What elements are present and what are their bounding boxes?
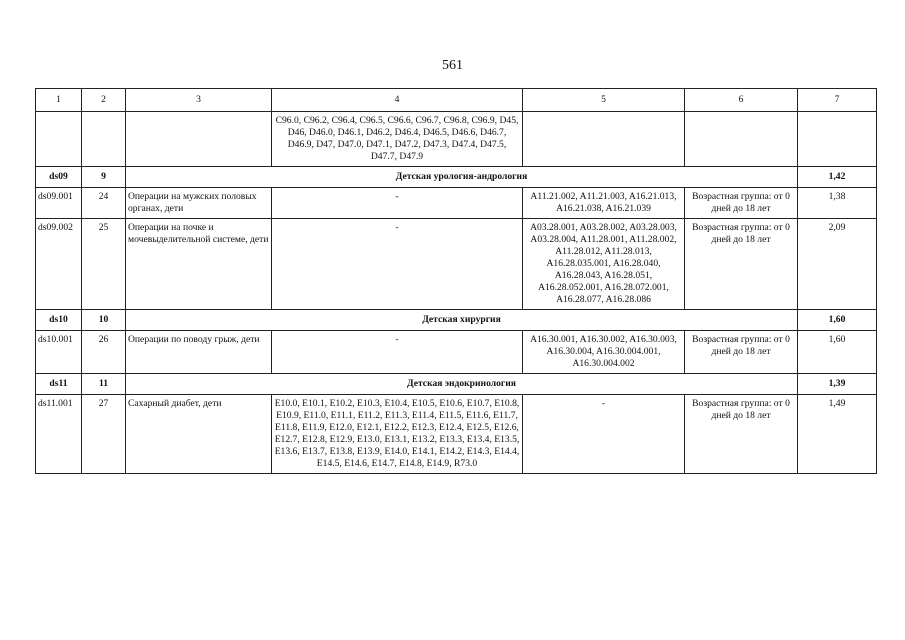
section-title: Детская урология-андрология bbox=[126, 167, 798, 188]
diagnosis-codes: E10.0, E10.1, E10.2, E10.3, E10.4, E10.5, E10.6, E10.7, E10.8, E10.9, E11.0, E11.1, E11.2, E11.3, E11.4, E11.5, E11.6, E11.7, E11.8, E11.9, E12.0, E12.1, E12.2, E12.3, E12.4, E12.5, E12.6, E12.7, E12.8, E12.9, E13.0, E13.1, E13.2, E13.3, E13.4, E13.5, E13.6, E13.7, E13.8, E13.9, E14.0, E14.1, E14.2, E14.3, E14.4, E14.5, E14.6, E14.7, E14.8, E14.9, R73.0 bbox=[272, 395, 523, 474]
table-row bbox=[36, 395, 877, 474]
col-header: 4 bbox=[272, 89, 523, 112]
col-header: 1 bbox=[36, 89, 82, 112]
blank-cell bbox=[798, 112, 877, 167]
section-title: Детская хирургия bbox=[126, 310, 798, 331]
section-number: 10 bbox=[82, 310, 126, 331]
col-header: 6 bbox=[685, 89, 798, 112]
blank-cell bbox=[82, 112, 126, 167]
service-codes: - bbox=[523, 395, 685, 474]
section-row bbox=[36, 167, 877, 188]
section-row bbox=[36, 374, 877, 395]
page-number: 561 bbox=[442, 58, 463, 73]
other-criteria: Возрастная группа: от 0 дней до 18 лет bbox=[685, 219, 798, 310]
row-name: Операции по поводу грыж, дети bbox=[126, 331, 272, 374]
diagnosis-codes: C96.0, C96.2, C96.4, C96.5, C96.6, C96.7, C96.8, C96.9, D45, D46, D46.0, D46.1, D46.2, D46.4, D46.5, D46.6, D46.7, D46.9, D47, D47.0, D47.1, D47.2, D47.3, D47.4, D47.5, D47.7, D47.9 bbox=[272, 112, 523, 167]
row-coefficient: 1,60 bbox=[798, 331, 877, 374]
section-code: ds11 bbox=[36, 374, 82, 395]
blank-cell bbox=[36, 112, 82, 167]
row-name: Операции на мужских половых органах, дети bbox=[126, 188, 272, 219]
header-row bbox=[36, 89, 877, 112]
row-number: 27 bbox=[82, 395, 126, 474]
section-number: 9 bbox=[82, 167, 126, 188]
row-coefficient: 2,09 bbox=[798, 219, 877, 310]
diagnosis-codes: - bbox=[272, 219, 523, 310]
other-criteria: Возрастная группа: от 0 дней до 18 лет bbox=[685, 395, 798, 474]
row-name: Операции на почке и мочевыделительной системе, дети bbox=[126, 219, 272, 310]
tariff-table bbox=[35, 88, 877, 474]
col-header: 2 bbox=[82, 89, 126, 112]
col-header: 7 bbox=[798, 89, 877, 112]
table-row bbox=[36, 219, 877, 310]
row-number: 24 bbox=[82, 188, 126, 219]
service-codes: A16.30.001, A16.30.002, A16.30.003, A16.30.004, A16.30.004.001, A16.30.004.002 bbox=[523, 331, 685, 374]
section-code: ds10 bbox=[36, 310, 82, 331]
section-coefficient: 1,39 bbox=[798, 374, 877, 395]
col-header: 5 bbox=[523, 89, 685, 112]
table-row bbox=[36, 188, 877, 219]
service-codes: A03.28.001, A03.28.002, A03.28.003, A03.28.004, A11.28.001, A11.28.002, A11.28.012, A11.28.013, A16.28.035.001, A16.28.040, A16.28.043, A16.28.051, A16.28.052.001, A16.28.072.001, A16.28.077, A16.28.086 bbox=[523, 219, 685, 310]
service-codes: A11.21.002, A11.21.003, A16.21.013, A16.21.038, A16.21.039 bbox=[523, 188, 685, 219]
continuation-row bbox=[36, 112, 877, 167]
row-number: 26 bbox=[82, 331, 126, 374]
section-number: 11 bbox=[82, 374, 126, 395]
section-row bbox=[36, 310, 877, 331]
col-header: 3 bbox=[126, 89, 272, 112]
blank-cell bbox=[126, 112, 272, 167]
section-coefficient: 1,42 bbox=[798, 167, 877, 188]
other-criteria: Возрастная группа: от 0 дней до 18 лет bbox=[685, 188, 798, 219]
row-name: Сахарный диабет, дети bbox=[126, 395, 272, 474]
row-code: ds09.001 bbox=[36, 188, 82, 219]
other-criteria: Возрастная группа: от 0 дней до 18 лет bbox=[685, 331, 798, 374]
table-row bbox=[36, 331, 877, 374]
row-code: ds09.002 bbox=[36, 219, 82, 310]
diagnosis-codes: - bbox=[272, 188, 523, 219]
row-number: 25 bbox=[82, 219, 126, 310]
row-code: ds11.001 bbox=[36, 395, 82, 474]
row-code: ds10.001 bbox=[36, 331, 82, 374]
row-coefficient: 1,49 bbox=[798, 395, 877, 474]
blank-cell bbox=[685, 112, 798, 167]
diagnosis-codes: - bbox=[272, 331, 523, 374]
blank-cell bbox=[523, 112, 685, 167]
section-title: Детская эндокринология bbox=[126, 374, 798, 395]
section-code: ds09 bbox=[36, 167, 82, 188]
section-coefficient: 1,60 bbox=[798, 310, 877, 331]
row-coefficient: 1,38 bbox=[798, 188, 877, 219]
